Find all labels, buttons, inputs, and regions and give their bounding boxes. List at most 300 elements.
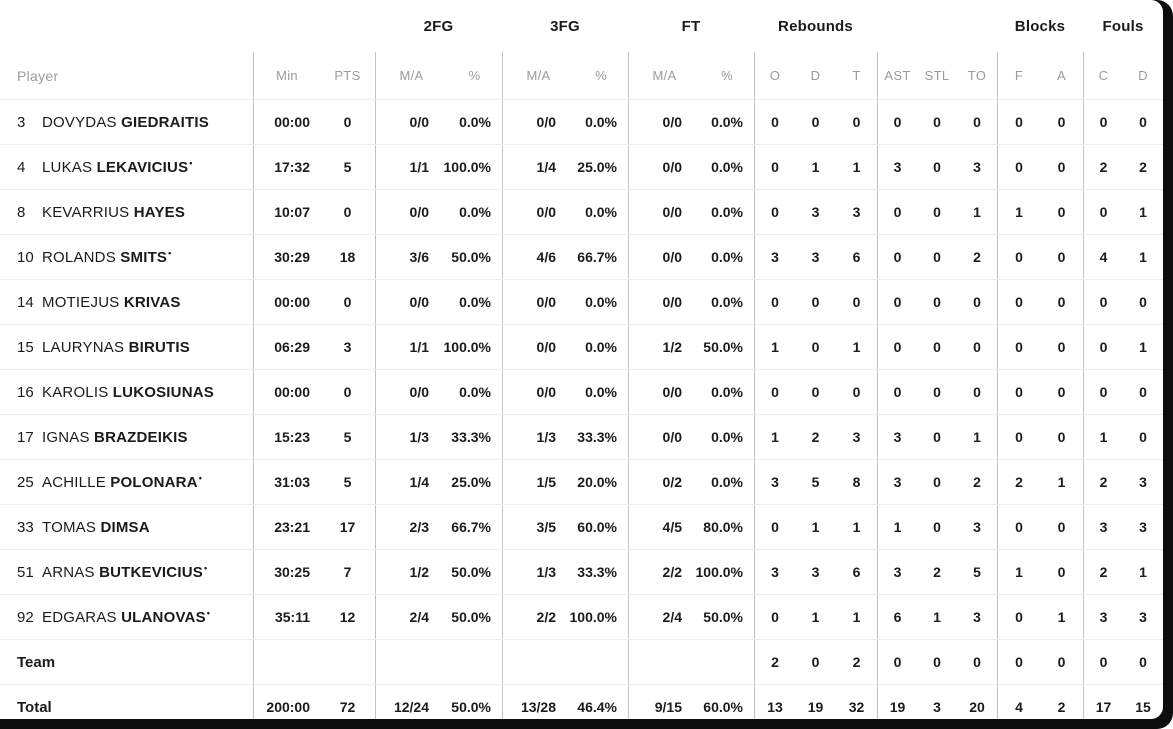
stat-steals: 0	[933, 519, 941, 535]
column-header-3fg-pct: %	[595, 68, 607, 83]
stat-3fg-made-attempted: 1/3	[502, 550, 574, 594]
stat-turnovers: 1	[973, 429, 981, 445]
stat-rebounds-defensive: 3	[811, 204, 820, 220]
stat-ft-percent: 60.0%	[703, 699, 743, 715]
team-row	[0, 639, 1163, 684]
stat-points: 3	[343, 339, 352, 355]
stat-minutes: 00:00	[253, 370, 320, 414]
stat-assists: 1	[877, 505, 917, 549]
stat-fouls-drawn: 0	[1139, 429, 1147, 445]
stat-points: 5	[343, 429, 352, 445]
player-cell	[0, 640, 253, 684]
stat-fouls-drawn: 15	[1135, 699, 1151, 715]
stat-rebounds-defensive: 0	[811, 654, 820, 670]
player-jersey-number: 4	[17, 158, 26, 176]
stat-blocks-favour: 2	[997, 460, 1040, 504]
stat-steals: 0	[933, 204, 941, 220]
stat-minutes: 31:03	[253, 460, 320, 504]
stat-turnovers: 5	[973, 564, 981, 580]
stat-blocks-favour: 0	[997, 640, 1040, 684]
stat-2fg-made-attempted: 1/1	[375, 325, 447, 369]
stat-rebounds-total: 0	[852, 114, 861, 130]
stat-fouls-drawn: 3	[1139, 609, 1147, 625]
starter-mark-icon: •	[206, 607, 211, 618]
stat-points: 0	[343, 204, 352, 220]
stat-rebounds-total: 3	[852, 204, 861, 220]
stat-assists: 3	[877, 550, 917, 594]
player-cell	[0, 100, 253, 144]
column-header-fouls-committed: C	[1083, 52, 1123, 99]
player-jersey-number: 3	[17, 113, 26, 131]
stat-minutes: 00:00	[253, 280, 320, 324]
stat-ft-made-attempted: 0/0	[628, 145, 700, 189]
stat-fouls-committed: 0	[1083, 100, 1123, 144]
stat-fouls-drawn: 1	[1139, 249, 1147, 265]
stat-rebounds-offensive: 0	[754, 145, 795, 189]
stat-turnovers: 2	[973, 474, 981, 490]
player-row	[0, 324, 1163, 369]
stat-rebounds-defensive: 1	[811, 519, 820, 535]
stat-2fg-percent: 50.0%	[451, 609, 491, 625]
stat-3fg-percent: 100.0%	[569, 609, 617, 625]
stat-ft-percent: 0.0%	[711, 114, 743, 130]
player-jersey-number: 51	[17, 563, 34, 581]
stat-fouls-drawn: 3	[1139, 519, 1147, 535]
player-name: KAROLIS LUKOSIUNAS	[42, 383, 214, 401]
stat-rebounds-defensive: 0	[811, 339, 820, 355]
stat-3fg-percent: 60.0%	[577, 519, 617, 535]
stat-2fg-percent: 50.0%	[451, 249, 491, 265]
stat-2fg-percent	[447, 640, 502, 684]
stat-fouls-committed: 17	[1083, 685, 1123, 719]
stat-2fg-percent: 100.0%	[443, 159, 491, 175]
player-name: LUKAS LEKAVICIUS•	[42, 157, 193, 176]
stat-blocks-against: 0	[1057, 294, 1066, 310]
stat-ft-percent: 0.0%	[711, 474, 743, 490]
stat-blocks-against: 0	[1057, 519, 1066, 535]
stat-steals: 0	[933, 654, 941, 670]
stat-rebounds-total: 8	[852, 474, 861, 490]
stat-points: 0	[343, 384, 352, 400]
player-cell	[0, 145, 253, 189]
stat-3fg-percent: 66.7%	[577, 249, 617, 265]
stat-rebounds-offensive: 1	[754, 415, 795, 459]
stat-ft-percent: 0.0%	[711, 249, 743, 265]
player-row	[0, 414, 1163, 459]
stat-turnovers: 0	[973, 294, 981, 310]
player-name: ACHILLE POLONARA•	[42, 472, 203, 491]
column-header-turnovers: TO	[967, 68, 987, 83]
stat-fouls-committed: 0	[1083, 280, 1123, 324]
stat-blocks-against: 0	[1057, 654, 1066, 670]
column-header-steals: STL	[924, 68, 950, 83]
stat-minutes: 23:21	[253, 505, 320, 549]
player-jersey-number: 8	[17, 203, 26, 221]
stat-assists: 0	[877, 370, 917, 414]
stat-assists: 0	[877, 640, 917, 684]
stat-3fg-percent: 33.3%	[577, 429, 617, 445]
starter-mark-icon: •	[189, 157, 193, 168]
stat-ft-made-attempted: 0/2	[628, 460, 700, 504]
table-subheader-row	[0, 52, 1163, 99]
player-jersey-number: 33	[17, 518, 34, 536]
stat-2fg-percent: 0.0%	[459, 114, 491, 130]
stat-2fg-percent: 100.0%	[443, 339, 491, 355]
stat-fouls-committed: 0	[1083, 640, 1123, 684]
stat-points: 5	[343, 474, 352, 490]
table-group-header-row	[0, 0, 1163, 52]
stat-blocks-favour: 4	[997, 685, 1040, 719]
player-cell	[0, 280, 253, 324]
stat-rebounds-offensive: 1	[754, 325, 795, 369]
stat-fouls-drawn: 3	[1139, 474, 1147, 490]
stat-2fg-made-attempted: 2/4	[375, 595, 447, 639]
stat-blocks-against: 1	[1057, 474, 1066, 490]
stat-ft-made-attempted: 0/0	[628, 190, 700, 234]
group-header-ft: FT	[681, 17, 701, 35]
group-header-3fg: 3FG	[550, 17, 580, 35]
column-header-assists: AST	[877, 52, 917, 99]
stat-ft-made-attempted: 1/2	[628, 325, 700, 369]
stat-fouls-committed: 3	[1083, 505, 1123, 549]
group-header-2fg: 2FG	[423, 17, 454, 35]
stat-minutes: 200:00	[253, 685, 320, 719]
player-cell	[0, 190, 253, 234]
stat-3fg-percent: 25.0%	[577, 159, 617, 175]
stat-fouls-drawn: 1	[1139, 339, 1147, 355]
player-name: EDGARAS ULANOVAS•	[42, 607, 211, 626]
column-header-pts: PTS	[334, 68, 361, 83]
stat-rebounds-total: 1	[852, 159, 861, 175]
stat-3fg-made-attempted: 1/4	[502, 145, 574, 189]
column-header-2fg-pct: %	[468, 68, 481, 83]
stat-steals: 0	[933, 294, 941, 310]
player-jersey-number: 15	[17, 338, 34, 356]
player-row	[0, 99, 1163, 144]
column-header-min: Min	[253, 52, 320, 99]
column-header-blocks-against: A	[1057, 68, 1066, 83]
player-jersey-number: 17	[17, 428, 34, 446]
table-body	[0, 99, 1163, 719]
column-header-2fg-ma: M/A	[375, 52, 447, 99]
stat-blocks-favour: 0	[997, 505, 1040, 549]
stat-2fg-made-attempted: 0/0	[375, 370, 447, 414]
stat-ft-percent: 50.0%	[703, 339, 743, 355]
stat-2fg-made-attempted: 0/0	[375, 190, 447, 234]
stat-turnovers: 3	[973, 159, 981, 175]
stat-fouls-committed: 2	[1083, 460, 1123, 504]
row-label: Total	[17, 698, 52, 716]
stat-rebounds-defensive: 2	[811, 429, 820, 445]
stat-turnovers: 3	[973, 519, 981, 535]
stat-rebounds-total: 6	[852, 564, 861, 580]
stat-blocks-against: 0	[1057, 114, 1066, 130]
stat-rebounds-offensive: 2	[754, 640, 795, 684]
stat-fouls-drawn: 2	[1139, 159, 1147, 175]
stat-2fg-percent: 0.0%	[459, 384, 491, 400]
stat-turnovers: 2	[973, 249, 981, 265]
stat-3fg-made-attempted	[502, 640, 574, 684]
stat-3fg-percent: 0.0%	[585, 114, 617, 130]
stat-2fg-made-attempted: 2/3	[375, 505, 447, 549]
stat-points: 12	[339, 609, 356, 625]
stat-3fg-made-attempted: 13/28	[502, 685, 574, 719]
stat-2fg-percent: 25.0%	[451, 474, 491, 490]
player-row	[0, 504, 1163, 549]
stat-points: 7	[343, 564, 352, 580]
stat-assists: 3	[877, 145, 917, 189]
stat-assists: 3	[877, 415, 917, 459]
stat-3fg-made-attempted: 0/0	[502, 280, 574, 324]
stat-ft-made-attempted: 2/4	[628, 595, 700, 639]
column-header-rebounds-total: T	[852, 68, 861, 83]
player-row	[0, 369, 1163, 414]
stat-blocks-favour: 1	[997, 190, 1040, 234]
stat-fouls-drawn: 0	[1139, 384, 1147, 400]
stat-blocks-against: 0	[1057, 384, 1066, 400]
stat-assists: 6	[877, 595, 917, 639]
stat-3fg-percent: 20.0%	[577, 474, 617, 490]
stat-minutes: 30:25	[253, 550, 320, 594]
stat-fouls-committed: 2	[1083, 550, 1123, 594]
row-label: Team	[17, 653, 56, 671]
stat-steals: 0	[933, 429, 941, 445]
stat-ft-percent: 0.0%	[711, 429, 743, 445]
stat-2fg-percent: 66.7%	[451, 519, 491, 535]
stat-fouls-drawn: 1	[1139, 564, 1147, 580]
stat-rebounds-total: 1	[852, 609, 861, 625]
stat-points: 0	[343, 114, 352, 130]
stat-blocks-against: 2	[1057, 699, 1066, 715]
stat-minutes: 00:00	[253, 100, 320, 144]
stat-ft-made-attempted: 0/0	[628, 100, 700, 144]
stat-turnovers: 0	[973, 339, 981, 355]
stat-steals: 0	[933, 339, 941, 355]
stat-blocks-against: 0	[1057, 204, 1066, 220]
stat-blocks-favour: 1	[997, 550, 1040, 594]
stat-assists: 3	[877, 460, 917, 504]
stat-points: 18	[339, 249, 356, 265]
stat-ft-percent: 0.0%	[711, 384, 743, 400]
column-header-ft-pct: %	[721, 68, 733, 83]
player-row	[0, 549, 1163, 594]
stat-rebounds-offensive: 3	[754, 550, 795, 594]
player-cell	[0, 235, 253, 279]
stat-rebounds-defensive: 0	[811, 384, 820, 400]
stat-2fg-made-attempted: 12/24	[375, 685, 447, 719]
player-row	[0, 144, 1163, 189]
stat-blocks-against: 0	[1057, 159, 1066, 175]
stat-fouls-drawn: 0	[1139, 654, 1147, 670]
stat-steals: 0	[933, 384, 941, 400]
stat-ft-made-attempted: 2/2	[628, 550, 700, 594]
stat-ft-made-attempted	[628, 640, 700, 684]
stat-blocks-against: 0	[1057, 249, 1066, 265]
player-jersey-number: 25	[17, 473, 34, 491]
stat-ft-percent: 0.0%	[711, 204, 743, 220]
stat-assists: 0	[877, 235, 917, 279]
stat-points: 0	[343, 294, 352, 310]
stat-rebounds-defensive: 5	[811, 474, 820, 490]
player-name: IGNAS BRAZDEIKIS	[42, 428, 188, 446]
stat-2fg-percent: 50.0%	[451, 564, 491, 580]
stat-rebounds-total: 3	[852, 429, 861, 445]
stat-ft-made-attempted: 0/0	[628, 370, 700, 414]
stat-2fg-made-attempted: 0/0	[375, 280, 447, 324]
stat-2fg-made-attempted: 0/0	[375, 100, 447, 144]
stat-blocks-favour: 0	[997, 145, 1040, 189]
stat-3fg-percent: 0.0%	[585, 294, 617, 310]
stat-3fg-made-attempted: 4/6	[502, 235, 574, 279]
stat-turnovers: 0	[973, 384, 981, 400]
stat-turnovers: 3	[973, 609, 981, 625]
stat-assists: 19	[877, 685, 917, 719]
stat-rebounds-total: 2	[852, 654, 861, 670]
stat-steals: 0	[933, 474, 941, 490]
stat-minutes	[253, 640, 320, 684]
starter-mark-icon: •	[203, 562, 208, 573]
stat-3fg-made-attempted: 0/0	[502, 190, 574, 234]
stat-3fg-made-attempted: 0/0	[502, 370, 574, 414]
stat-rebounds-defensive: 1	[811, 159, 820, 175]
player-cell	[0, 460, 253, 504]
stat-steals: 3	[933, 699, 941, 715]
stat-rebounds-defensive: 3	[811, 249, 820, 265]
stat-rebounds-offensive: 0	[754, 100, 795, 144]
stat-3fg-made-attempted: 1/5	[502, 460, 574, 504]
player-row	[0, 594, 1163, 639]
stat-steals: 0	[933, 114, 941, 130]
stat-points: 17	[339, 519, 356, 535]
player-row	[0, 234, 1163, 279]
stat-fouls-committed: 0	[1083, 370, 1123, 414]
player-cell	[0, 505, 253, 549]
total-row	[0, 684, 1163, 719]
stat-points: 72	[339, 699, 356, 715]
stat-2fg-made-attempted	[375, 640, 447, 684]
player-name: TOMAS DIMSA	[42, 518, 150, 536]
player-row	[0, 459, 1163, 504]
stat-minutes: 10:07	[253, 190, 320, 234]
stat-blocks-favour: 0	[997, 595, 1040, 639]
player-jersey-number: 14	[17, 293, 34, 311]
stat-fouls-committed: 3	[1083, 595, 1123, 639]
stat-rebounds-defensive: 19	[807, 699, 824, 715]
stat-steals: 0	[933, 249, 941, 265]
stat-blocks-against: 0	[1057, 429, 1066, 445]
player-cell	[0, 685, 253, 719]
stat-2fg-made-attempted: 1/4	[375, 460, 447, 504]
stat-rebounds-offensive: 13	[754, 685, 795, 719]
player-cell	[0, 325, 253, 369]
group-header-fouls: Fouls	[1102, 17, 1144, 35]
group-header-rebounds: Rebounds	[778, 17, 853, 35]
stat-blocks-against: 0	[1057, 339, 1066, 355]
stat-fouls-committed: 0	[1083, 325, 1123, 369]
stat-2fg-made-attempted: 1/2	[375, 550, 447, 594]
stat-rebounds-total: 32	[848, 699, 865, 715]
player-cell	[0, 415, 253, 459]
stat-ft-percent: 80.0%	[703, 519, 743, 535]
column-header-rebounds-defensive: D	[810, 68, 821, 83]
stat-turnovers: 1	[973, 204, 981, 220]
stat-blocks-against: 1	[1057, 609, 1066, 625]
stat-rebounds-defensive: 0	[811, 294, 820, 310]
stat-rebounds-defensive: 1	[811, 609, 820, 625]
player-cell	[0, 595, 253, 639]
stat-blocks-against: 0	[1057, 564, 1066, 580]
stat-minutes: 06:29	[253, 325, 320, 369]
column-header-fouls-drawn: D	[1138, 68, 1148, 83]
stat-points: 5	[343, 159, 352, 175]
stat-3fg-percent	[574, 640, 628, 684]
stat-fouls-drawn: 1	[1139, 204, 1147, 220]
stat-rebounds-total: 1	[852, 339, 861, 355]
stat-3fg-percent: 0.0%	[585, 339, 617, 355]
stat-rebounds-total: 1	[852, 519, 861, 535]
stat-3fg-made-attempted: 2/2	[502, 595, 574, 639]
stat-rebounds-offensive: 0	[754, 505, 795, 549]
stat-ft-made-attempted: 0/0	[628, 280, 700, 324]
stat-blocks-favour: 0	[997, 370, 1040, 414]
stat-rebounds-offensive: 0	[754, 190, 795, 234]
column-header-ft-ma: M/A	[628, 52, 700, 99]
stat-steals: 0	[933, 159, 941, 175]
stat-blocks-favour: 0	[997, 100, 1040, 144]
stat-blocks-favour: 0	[997, 415, 1040, 459]
stat-minutes: 15:23	[253, 415, 320, 459]
stat-2fg-percent: 0.0%	[459, 204, 491, 220]
stat-3fg-percent: 46.4%	[577, 699, 617, 715]
stat-fouls-committed: 2	[1083, 145, 1123, 189]
stat-rebounds-offensive: 3	[754, 235, 795, 279]
stat-ft-made-attempted: 0/0	[628, 415, 700, 459]
stat-rebounds-offensive: 0	[754, 370, 795, 414]
stat-rebounds-total: 6	[852, 249, 861, 265]
stat-rebounds-defensive: 3	[811, 564, 820, 580]
column-header-rebounds-offensive: O	[754, 52, 795, 99]
stat-rebounds-offensive: 0	[754, 280, 795, 324]
stat-ft-percent: 0.0%	[711, 294, 743, 310]
stat-steals: 1	[933, 609, 941, 625]
stat-3fg-percent: 0.0%	[585, 384, 617, 400]
player-row	[0, 189, 1163, 234]
group-header-blocks: Blocks	[1014, 17, 1066, 35]
stat-points	[320, 640, 375, 684]
stat-fouls-drawn: 0	[1139, 114, 1147, 130]
stat-blocks-favour: 0	[997, 325, 1040, 369]
stat-2fg-made-attempted: 3/6	[375, 235, 447, 279]
stat-3fg-percent: 33.3%	[577, 564, 617, 580]
stat-3fg-made-attempted: 1/3	[502, 415, 574, 459]
stat-rebounds-total: 0	[852, 294, 861, 310]
stat-assists: 0	[877, 190, 917, 234]
stat-blocks-favour: 0	[997, 235, 1040, 279]
stat-fouls-drawn: 0	[1139, 294, 1147, 310]
column-header-blocks-favour: F	[997, 52, 1040, 99]
player-name: MOTIEJUS KRIVAS	[42, 293, 181, 311]
stat-3fg-made-attempted: 0/0	[502, 100, 574, 144]
stat-2fg-percent: 33.3%	[451, 429, 491, 445]
player-jersey-number: 16	[17, 383, 34, 401]
stat-rebounds-offensive: 0	[754, 595, 795, 639]
stat-ft-percent: 0.0%	[711, 159, 743, 175]
stat-turnovers: 0	[973, 654, 981, 670]
stat-rebounds-offensive: 3	[754, 460, 795, 504]
stat-rebounds-total: 0	[852, 384, 861, 400]
stat-assists: 0	[877, 280, 917, 324]
stat-turnovers: 20	[969, 699, 985, 715]
